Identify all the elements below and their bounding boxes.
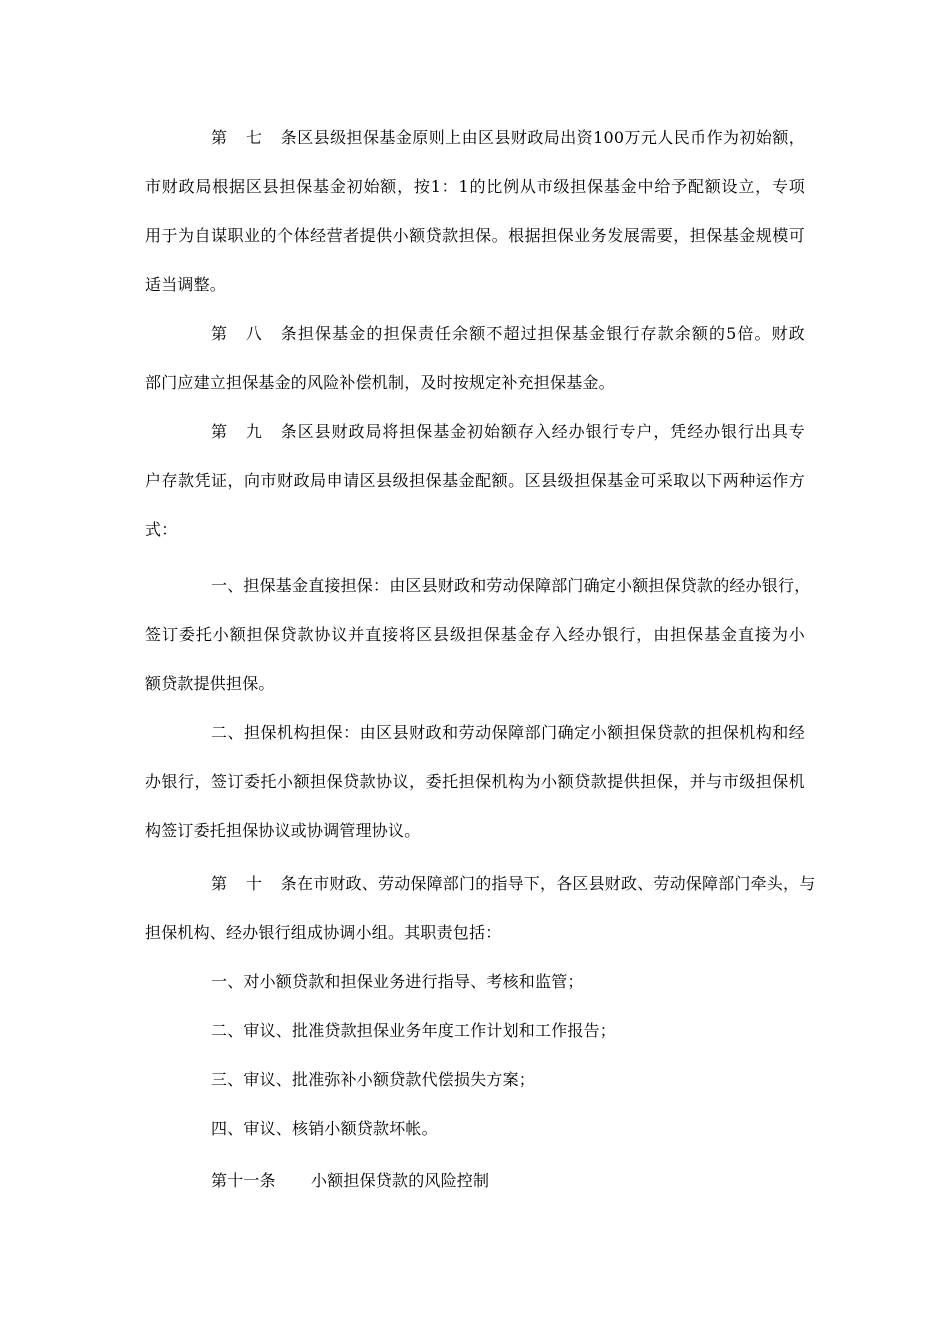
paragraph-text: 小额担保贷款的风险控制 [311,1171,490,1190]
article-8-line-1 [211,324,805,344]
item-1-line-2: 签订委托小额担保贷款协议并直接将区县级担保基金存入经办银行，由担保基金直接为小 [145,625,805,644]
article-9-line-3: 式： [145,520,178,539]
item-2-line-3: 构签订委托担保协议或协调管理协议。 [145,821,421,840]
article-number: 第十一条 [211,1171,276,1190]
paragraph-text: 区县财政局将担保基金初始额存入经办银行专户，凭经办银行出具专 [297,422,805,441]
article-8-line-2: 部门应建立担保基金的风险补偿机制，及时按规定补充担保基金。 [145,373,615,392]
duty-1: 一、对小额贷款和担保业务进行指导、考核和监管； [211,972,584,991]
article-7-line-1 [211,128,805,148]
article-11-heading [211,1171,489,1191]
paragraph-text: 区县级担保基金原则上由区县财政局出资100万元人民币作为初始额， [297,128,805,147]
article-7-line-3: 用于为自谋职业的个体经营者提供小额贷款担保。根据担保业务发展需要，担保基金规模可 [145,226,805,245]
article-9-line-1 [211,422,805,442]
duty-2: 二、审议、批准贷款担保业务年度工作计划和工作报告； [211,1021,617,1040]
item-1-line-3: 额贷款提供担保。 [145,674,275,693]
article-7-line-2: 市财政局根据区县担保基金初始额，按1：1的比例从市级担保基金中给予配额设立，专项 [145,177,805,196]
article-7-line-4: 适当调整。 [145,275,227,294]
paragraph-text: 在市财政、劳动保障部门的指导下，各区县财政、劳动保障部门牵头，与 [297,874,816,893]
item-2-line-1: 二、担保机构担保：由区县财政和劳动保障部门确定小额担保贷款的担保机构和经 [211,723,805,742]
article-number: 第九条 [211,422,297,441]
article-number: 第十条 [211,874,297,893]
article-number: 第八条 [211,324,297,343]
duty-4: 四、审议、核销小额贷款坏帐。 [211,1119,438,1138]
item-2-line-2: 办银行，签订委托小额担保贷款协议，委托担保机构为小额贷款提供担保，并与市级担保机 [145,772,805,791]
article-10-line-1 [211,874,816,894]
duty-3: 三、审议、批准弥补小额贷款代偿损失方案； [211,1070,536,1089]
article-number: 第七条 [211,128,297,147]
article-9-line-2: 户存款凭证，向市财政局申请区县级担保基金配额。区县级担保基金可采取以下两种运作方 [145,471,805,490]
paragraph-text: 担保基金的担保责任余额不超过担保基金银行存款余额的5倍。财政 [297,324,805,343]
item-1-line-1: 一、担保基金直接担保：由区县财政和劳动保障部门确定小额担保贷款的经办银行， [211,576,811,595]
article-10-line-2: 担保机构、经办银行组成协调小组。其职责包括： [145,923,502,942]
